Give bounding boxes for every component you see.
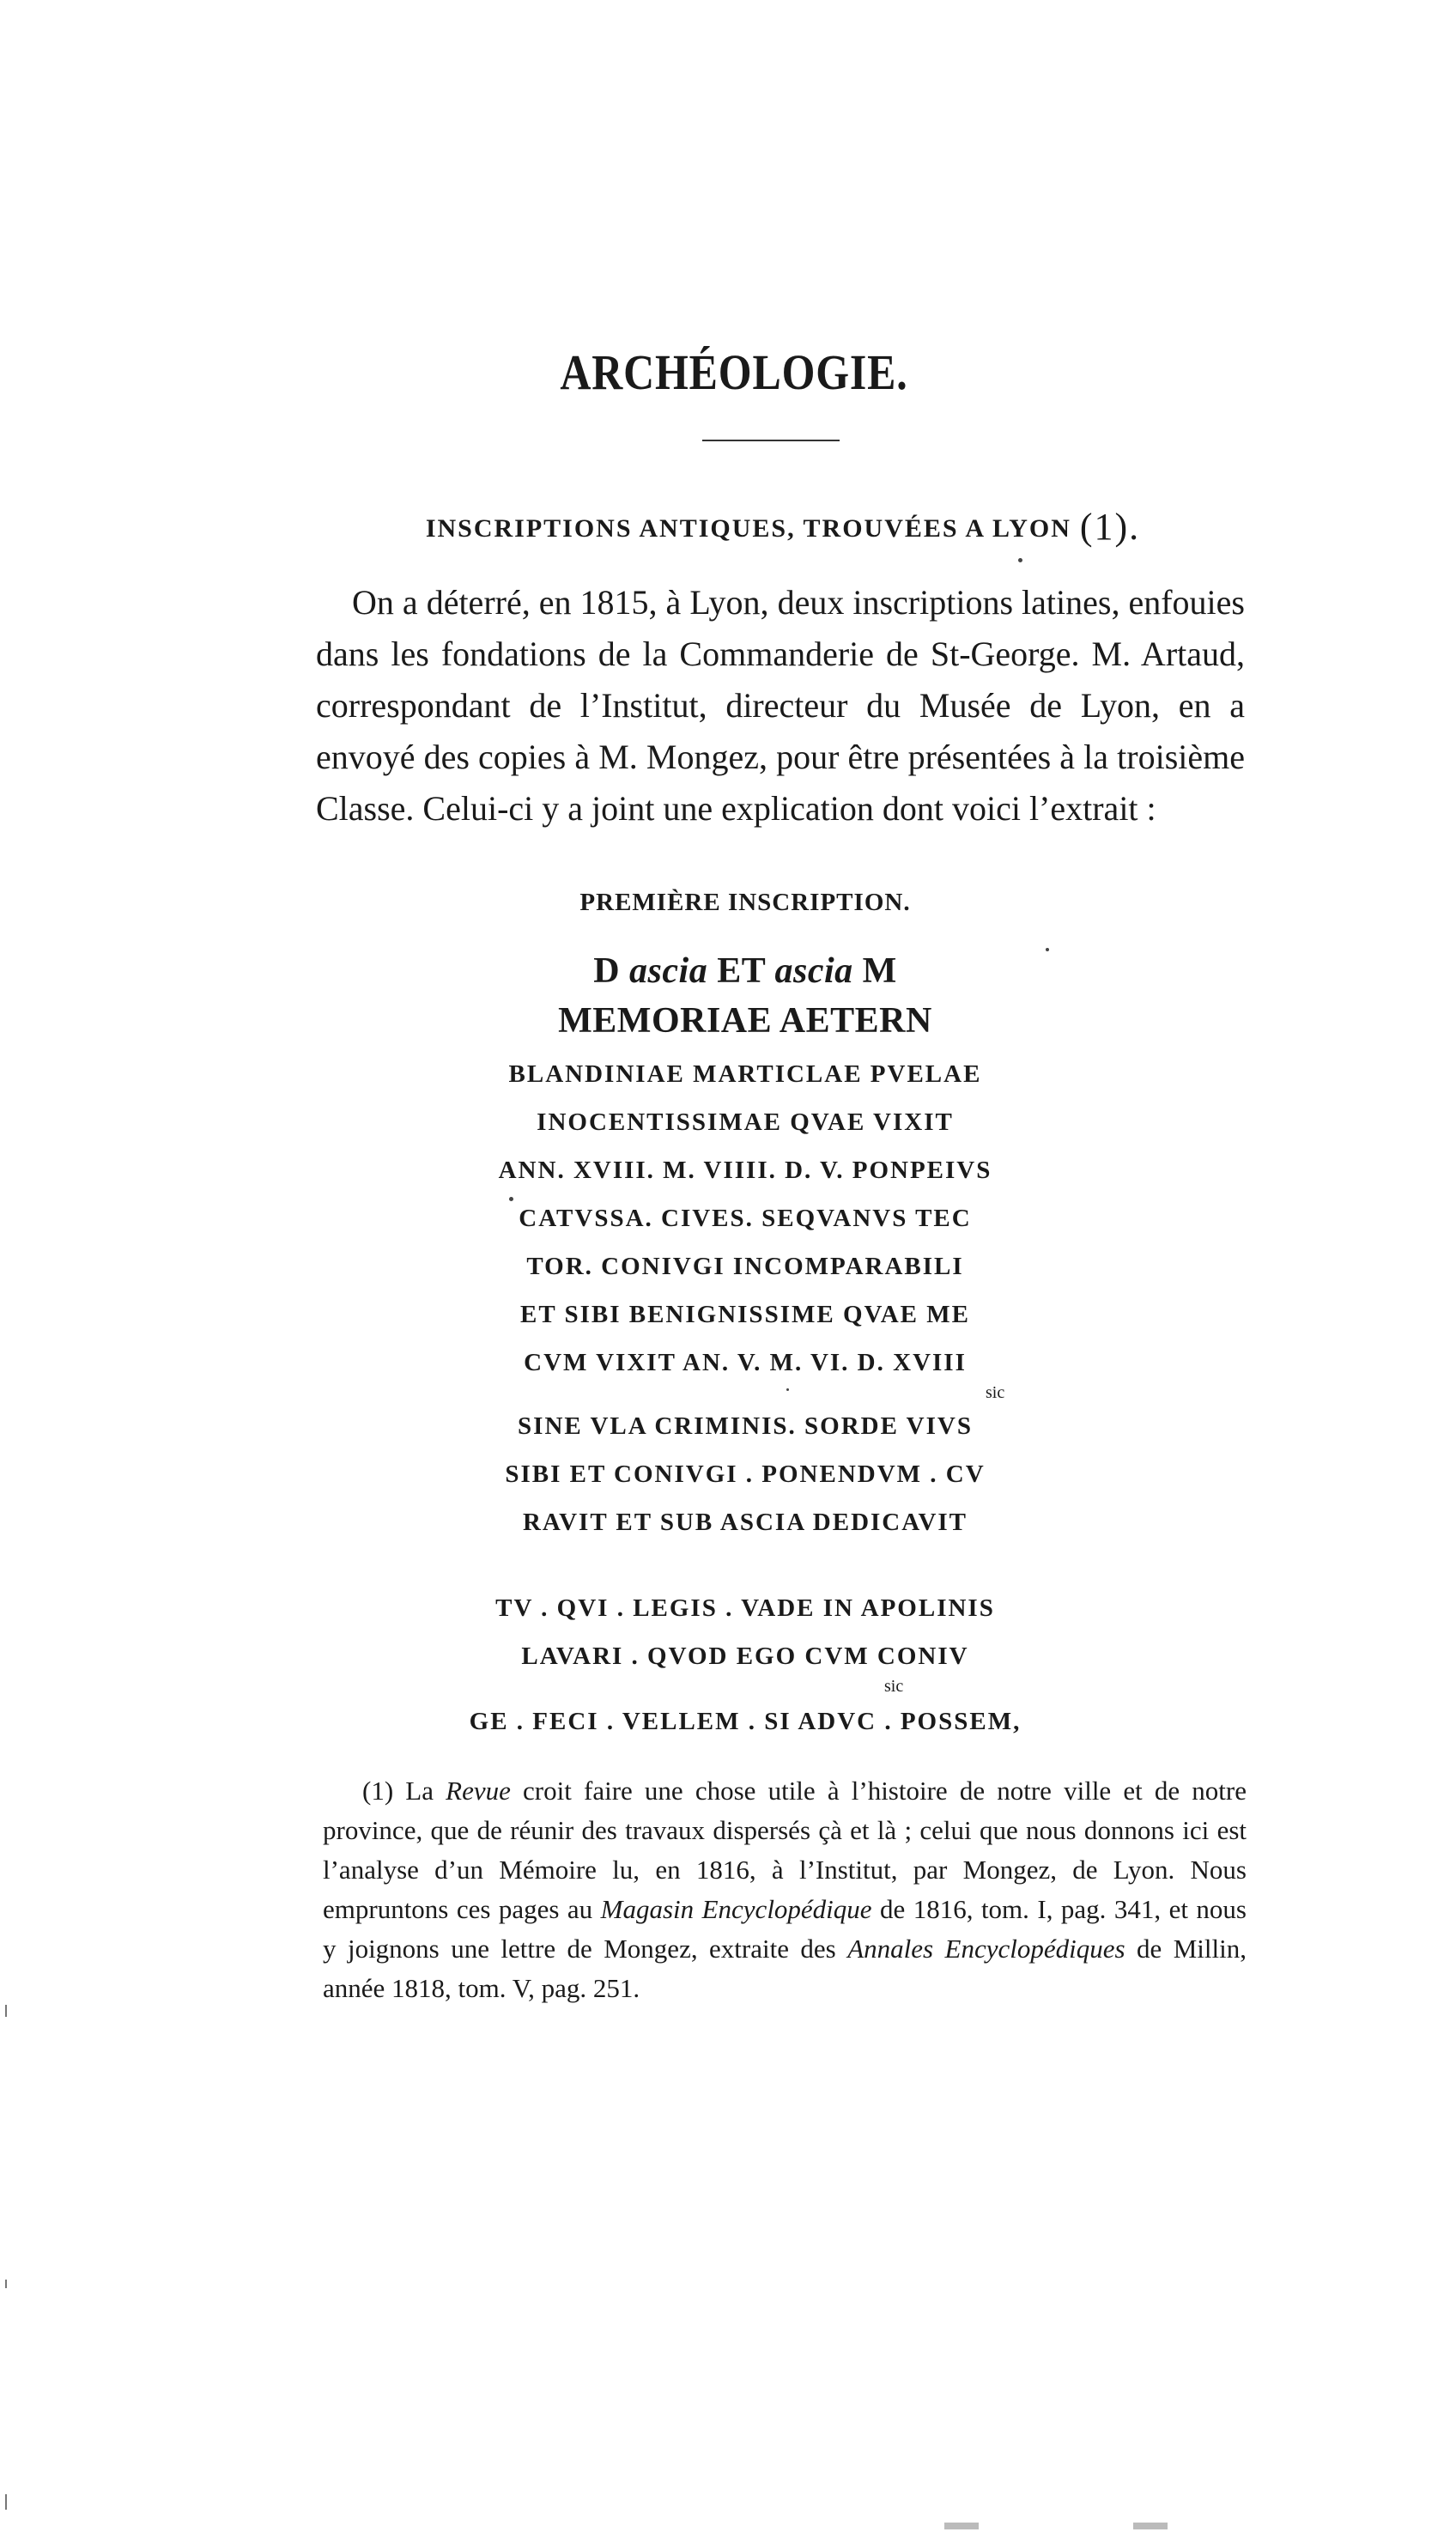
inscription-line: INOCENTISSIMAE QVAE VIXIT xyxy=(537,1108,954,1136)
footnote-part: croit faire une chose utile à l’histoire de notre ville et de notre province, que de réunir des travaux dispersés çà et là ; celui que nous donnons ici est l’analyse d’un Mémoire lu, en 1816, à l’Institut, par Mongez, de Lyon. Nous empruntons ces pages au xyxy=(323,1776,1247,1924)
page-title: ARCHÉOLOGIE. xyxy=(560,344,908,400)
footnote-part: de Millin, année 1818, tom. V, pag. 251. xyxy=(323,1934,1247,2003)
inscription-line: LAVARI . QVOD EGO CVM CONIV xyxy=(521,1642,969,1670)
scan-edge-mark xyxy=(944,2523,979,2529)
body-paragraph: On a déterré, en 1815, à Lyon, deux inscriptions latines, enfouies dans les fondations de la Commanderie de St-George. M. Artaud, correspondant de l’Institut, directeur du Musée de Lyon, en a envoyé des copies à M. Mongez, pour être présentées à la troisième Classe. Celui-ci y a joint une explication dont voici l’extrait : xyxy=(316,583,1245,828)
inscription-line: ANN. XVIII. M. VIIII. D. V. PONPEIVS xyxy=(498,1157,992,1184)
footnote-part: de 1816, tom. I, pag. 341, et nous y joignons une lettre de Mongez, extraite des xyxy=(323,1894,1247,1964)
inscription-line: GE . FECI . VELLEM . SI ADVC . POSSEM, xyxy=(469,1708,1022,1735)
inscription-line: CATVSSA. CIVES. SEQVANVS TEC xyxy=(519,1205,972,1232)
inscription-line: CVM VIXIT AN. V. M. VI. D. XVIII xyxy=(524,1349,967,1376)
scan-speck xyxy=(786,1388,789,1391)
inscription-line: RAVIT ET SUB ASCIA DEDICAVIT xyxy=(522,1509,968,1536)
footnote-part: (1) La xyxy=(362,1776,446,1806)
sic-annotation: sic xyxy=(884,1677,904,1696)
insc-l1-d: ascia xyxy=(774,951,853,991)
inscription-line-2: MEMORIAE AETERN xyxy=(558,1001,932,1041)
footnote-revue: Revue xyxy=(446,1776,511,1806)
inscription-line: TOR. CONIVGI INCOMPARABILI xyxy=(526,1253,964,1280)
inscription-label: PREMIÈRE INSCRIPTION. xyxy=(579,889,911,916)
title-divider xyxy=(702,440,840,441)
subtitle-text: INSCRIPTIONS ANTIQUES, TROUVÉES A LYON xyxy=(425,514,1071,543)
inscription-line-1 xyxy=(0,951,1456,991)
scan-speck xyxy=(1046,948,1049,951)
scan-speck xyxy=(1018,558,1022,562)
footnote-magasin: Magasin Encyclopédique xyxy=(600,1894,872,1924)
scan-edge-mark xyxy=(5,2005,7,2017)
scan-edge-mark xyxy=(1133,2523,1168,2529)
inscription-line: SINE VLA CRIMINIS. SORDE VIVS xyxy=(518,1412,973,1440)
scan-edge-mark xyxy=(5,2280,7,2288)
inscription-line: BLANDINIAE MARTICLAE PVELAE xyxy=(508,1060,982,1088)
scan-edge-mark xyxy=(5,2494,7,2510)
inscription-line: SIBI ET CONIVGI . PONENDVM . CV xyxy=(505,1460,986,1488)
insc-l1-c: ET xyxy=(707,951,775,991)
scan-speck xyxy=(509,1197,513,1201)
sic-annotation: sic xyxy=(986,1383,1005,1402)
article-subtitle xyxy=(0,507,1456,548)
insc-l1-b: ascia xyxy=(629,951,708,991)
insc-l1-e: M xyxy=(852,951,897,991)
body-paragraph-block xyxy=(316,577,1245,835)
footnote-reference[interactable]: (1). xyxy=(1079,506,1141,548)
footnote-annales: Annales Encyclopédiques xyxy=(847,1934,1125,1964)
footnote xyxy=(323,1771,1247,2008)
inscription-line: TV . QVI . LEGIS . VADE IN APOLINIS xyxy=(495,1594,995,1622)
inscription-line: ET SIBI BENIGNISSIME QVAE ME xyxy=(520,1301,970,1328)
insc-l1-a: D xyxy=(593,951,630,991)
footnote-text xyxy=(323,1771,1247,2008)
